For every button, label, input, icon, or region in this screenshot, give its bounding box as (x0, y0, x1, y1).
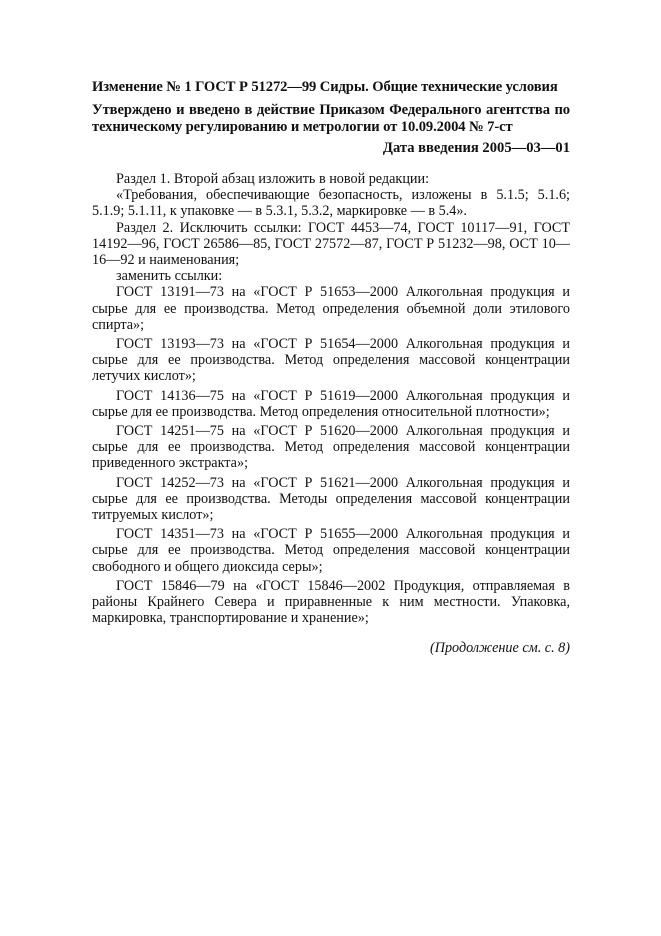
paragraph: ГОСТ 13191—73 на «ГОСТ Р 51653—2000 Алкогольная продукция и сырье для ее производства. Метод определения объемной доли этилового спирта»; (92, 284, 570, 333)
paragraph: ГОСТ 14136—75 на «ГОСТ Р 51619—2000 Алкогольная продукция и сырье для ее производства. Метод определения относительной плотности»; (92, 387, 570, 420)
paragraph: ГОСТ 15846—79 на «ГОСТ 15846—2002 Продукция, отправляемая в районы Крайнего Севера и приравненные к ним местности. Упаковка, маркировка, транспортирование и хранение»; (92, 577, 570, 627)
paragraph: ГОСТ 14251—75 на «ГОСТ Р 51620—2000 Алкогольная продукция и сырье для ее производства. Метод определения массовой концентрации приведенного экстракта»; (92, 423, 570, 472)
paragraph: ГОСТ 14351—73 на «ГОСТ Р 51655—2000 Алкогольная продукция и сырье для ее производства. Метод определения массовой концентрации свободного и общего диоксида серы»; (92, 526, 570, 575)
effective-date: Дата введения 2005—03—01 (382, 140, 570, 156)
document-page (92, 78, 570, 657)
paragraph: Раздел 2. Исключить ссылки: ГОСТ 4453—74, ГОСТ 10117—91, ГОСТ 14192—96, ГОСТ 26586—85, ГОСТ 27572—87, ГОСТ Р 51232—98, ОСТ 10—16—92 и наименования; (92, 219, 570, 269)
paragraph: «Требования, обеспечивающие безопасность, изложены в 5.1.5; 5.1.6; 5.1.9; 5.1.11, к упаковке — в 5.3.1, 5.3.2, маркировке — в 5.4». (92, 187, 570, 220)
paragraph: заменить ссылки: (116, 268, 223, 285)
document-title: Изменение № 1 ГОСТ Р 51272—99 Сидры. Общие технические условия (92, 79, 558, 95)
continuation-note: (Продолжение см. с. 8) (429, 640, 570, 657)
paragraph: ГОСТ 13193—73 на «ГОСТ Р 51654—2000 Алкогольная продукция и сырье для ее производства. Метод определения массовой концентрации летучих кислот»; (92, 336, 570, 385)
document-body (92, 171, 570, 626)
approval-statement: Утверждено и введено в действие Приказом Федерального агентства по техническому регулированию и метрологии от 10.09.2004 № 7-ст (92, 102, 570, 135)
paragraph: ГОСТ 14252—73 на «ГОСТ Р 51621—2000 Алкогольная продукция и сырье для ее производства. Методы определения массовой концентрации титруемых кислот»; (92, 474, 570, 524)
paragraph: Раздел 1. Второй абзац изложить в новой редакции: (116, 171, 430, 187)
